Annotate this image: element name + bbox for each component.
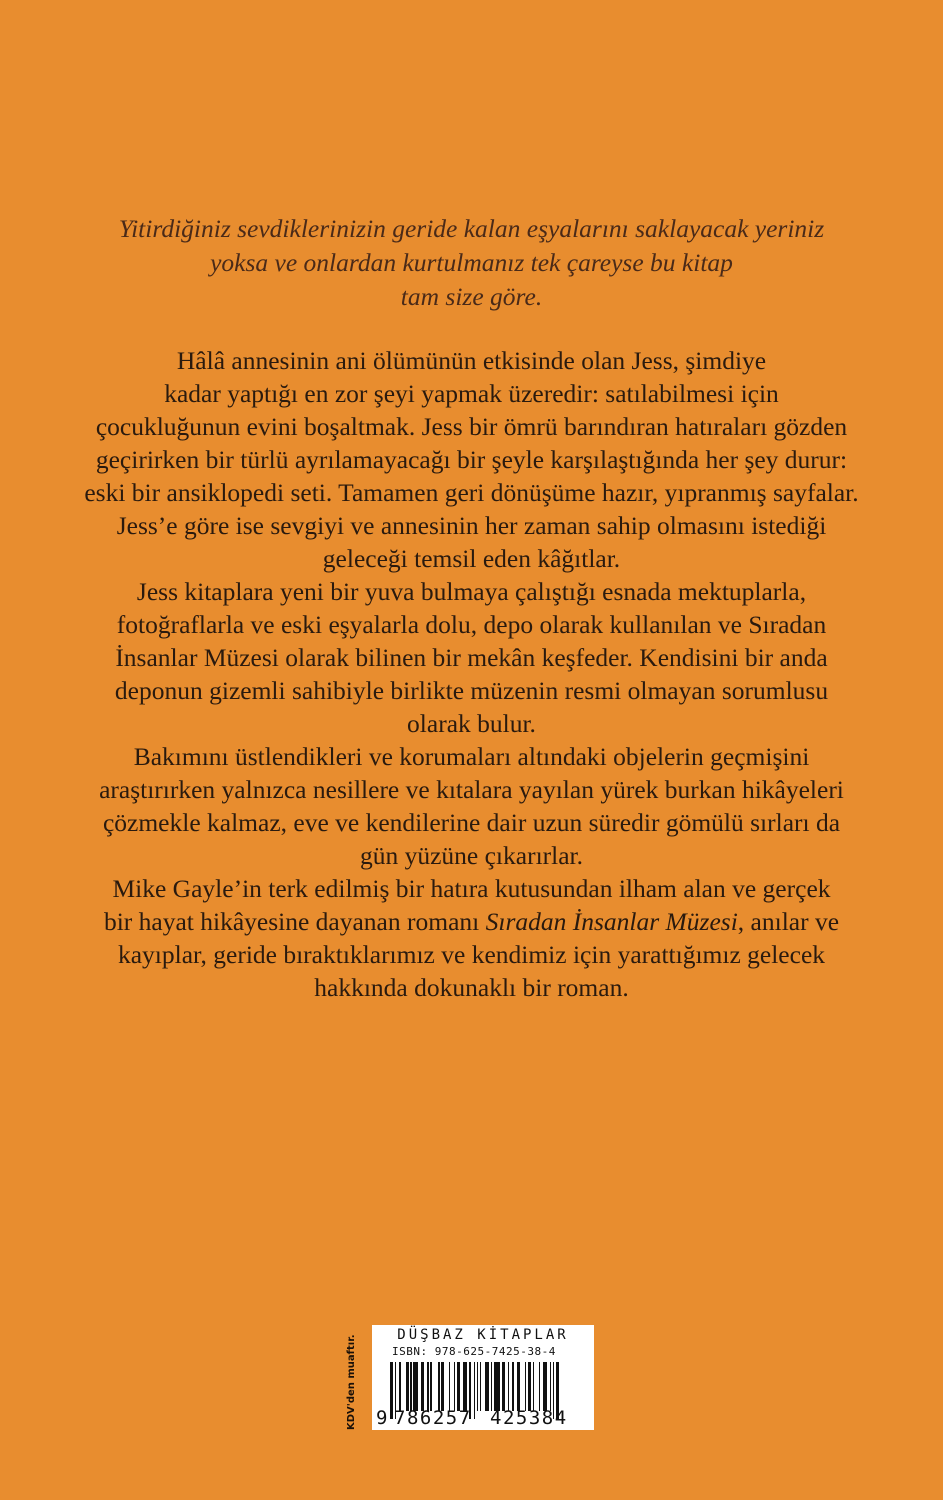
description-line: eski bir ansiklopedi seti. Tamamen geri dönüşüme hazır, yıpranmış sayfalar. bbox=[84, 478, 859, 507]
barcode-bar bbox=[474, 1362, 476, 1419]
barcode-bar bbox=[427, 1362, 429, 1411]
barcode-bar bbox=[390, 1362, 393, 1419]
tagline-line: tam size göre. bbox=[400, 282, 543, 311]
barcode-bar bbox=[413, 1362, 418, 1411]
description-line: kayıplar, geride bıraktıklarımız ve kendimiz için yarattığımız gelecek bbox=[117, 940, 826, 969]
barcode-bar bbox=[491, 1362, 493, 1411]
description-line: deponun gizemli sahibiyle birlikte müzenin resmi olmayan sorumlusu bbox=[114, 676, 829, 705]
tax-exempt-note: KDV'den muaftır. bbox=[346, 1334, 357, 1430]
barcode-bar bbox=[463, 1362, 468, 1411]
barcode-bar bbox=[421, 1362, 424, 1411]
barcode-bar bbox=[430, 1362, 432, 1411]
barcode-digits-left: 786257 bbox=[394, 1407, 472, 1429]
barcode-bar bbox=[438, 1362, 440, 1411]
isbn-number: ISBN: 978-625-7425-38-4 bbox=[392, 1345, 556, 1358]
book-description bbox=[50, 344, 893, 1004]
barcode-bar bbox=[543, 1362, 546, 1411]
barcode-bar bbox=[449, 1362, 451, 1411]
barcode-bar bbox=[454, 1362, 456, 1411]
barcode-bar bbox=[512, 1362, 514, 1411]
publisher-name: DÜŞBAZ KİTAPLAR bbox=[397, 1327, 569, 1343]
barcode-bar bbox=[528, 1362, 531, 1411]
description-line: geleceği temsil eden kâğıtlar. bbox=[322, 544, 621, 573]
barcode-bar bbox=[517, 1362, 520, 1411]
description-line: İnsanlar Müzesi olarak bilinen bir mekân keşfeder. Kendisini bir anda bbox=[115, 643, 828, 672]
barcode-bar bbox=[550, 1362, 552, 1411]
tagline-line: Yitirdiğiniz sevdiklerinizin geride kalan eşyalarını saklayacak yeriniz bbox=[118, 214, 825, 243]
description-line: Mike Gayle’in terk edilmiş bir hatıra kutusundan ilham alan ve gerçek bbox=[112, 874, 831, 903]
description-line: Hâlâ annesinin ani ölümünün etkisinde olan Jess, şimdiye bbox=[176, 346, 767, 375]
barcode-bar bbox=[480, 1362, 482, 1411]
book-title: Sıradan İnsanlar Müzesi bbox=[485, 907, 738, 936]
description-line: kadar yaptığı en zor şeyi yapmak üzeredir: satılabilmesi için bbox=[164, 379, 779, 408]
barcode-digit-first: 9 bbox=[376, 1407, 388, 1429]
description-line: olarak bulur. bbox=[407, 709, 536, 738]
tagline-line: yoksa ve onlardan kurtulmanız tek çareyse bu kitap bbox=[210, 248, 733, 277]
barcode-bar bbox=[502, 1362, 505, 1411]
barcode-bar bbox=[477, 1362, 479, 1411]
description-line: Jess kitaplara yeni bir yuva bulmaya çalıştığı esnada mektuplarla, bbox=[136, 577, 807, 606]
barcode-bar bbox=[539, 1362, 541, 1411]
barcode-label bbox=[372, 1325, 594, 1430]
barcode-digits-right: 425384 bbox=[490, 1407, 568, 1429]
description-line: araştırırken yalnızca nesillere ve kıtalara yayılan yürek burkan hikâyeleri bbox=[99, 775, 844, 804]
description-line bbox=[50, 905, 893, 938]
description-line: Jess’e göre ise sevgiyi ve annesinin her zaman sahip olmasını istediği bbox=[116, 511, 827, 540]
tagline bbox=[60, 212, 883, 314]
barcode-bar bbox=[441, 1362, 444, 1411]
barcode-bar bbox=[457, 1362, 460, 1411]
description-line: çözmekle kalmaz, eve ve kendilerine dair uzun süredir gömülü sırları da bbox=[102, 808, 841, 837]
barcode-bar bbox=[533, 1362, 535, 1411]
barcode-bar bbox=[399, 1362, 401, 1411]
description-line: fotoğraflarla ve eski eşyalarla dolu, depo olarak kullanılan ve Sıradan bbox=[116, 610, 827, 639]
description-line: gün yüzüne çıkarırlar. bbox=[359, 841, 584, 870]
barcode-bar bbox=[508, 1362, 510, 1411]
barcode-bar bbox=[410, 1362, 412, 1411]
description-line: Bakımını üstlendikleri ve korumaları altındaki objelerin geçmişini bbox=[133, 742, 810, 771]
description-line: çocukluğunun evini boşaltmak. Jess bir ömrü barındıran hatıraları gözden bbox=[95, 412, 848, 441]
description-text: bir hayat hikâyesine dayanan romanı bbox=[103, 907, 486, 936]
barcode-bar bbox=[406, 1362, 409, 1411]
barcode-bars bbox=[390, 1362, 586, 1411]
barcode-bar bbox=[485, 1362, 490, 1411]
description-text: , anılar ve bbox=[737, 907, 840, 936]
description-line: geçirirken bir türlü ayrılamayacağı bir şeyle karşılaştığında her şey durur: bbox=[95, 445, 848, 474]
barcode-bar bbox=[494, 1362, 500, 1411]
barcode-bar bbox=[525, 1362, 527, 1411]
description-line: hakkında dokunaklı bir roman. bbox=[314, 973, 629, 1002]
